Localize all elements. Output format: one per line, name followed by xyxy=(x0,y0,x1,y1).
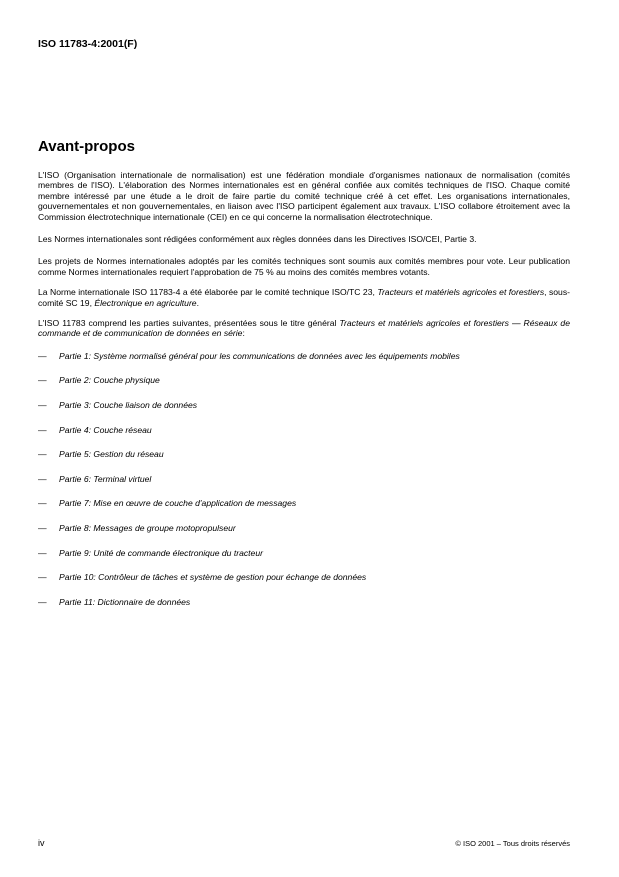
paragraph-voting: Les projets de Normes internationales adoptés par les comités techniques sont soumis aux comités membres pour vote. Leur publication comme Normes internationales requiert l'approbation de 75 % au moins des comités membres votants. xyxy=(38,256,570,277)
list-item xyxy=(38,498,570,523)
subcommittee-text: , sous-comité SC 19, xyxy=(38,287,570,308)
list-item xyxy=(38,597,570,622)
dash-marker: — xyxy=(38,449,47,460)
part-label: Partie 9: Unité de commande électronique du tracteur xyxy=(59,547,263,558)
list-item xyxy=(38,523,570,548)
dash-marker: — xyxy=(38,547,47,558)
document-id-header: ISO 11783-4:2001(F) xyxy=(38,38,138,50)
dash-marker: — xyxy=(38,400,47,411)
list-item xyxy=(38,474,570,499)
part-label: Partie 11: Dictionnaire de données xyxy=(59,596,191,607)
list-item xyxy=(38,375,570,400)
dash-marker: — xyxy=(38,473,47,484)
copyright-notice: © ISO 2001 – Tous droits réservés xyxy=(455,839,570,848)
paragraph-parts-intro xyxy=(38,318,570,339)
dash-marker: — xyxy=(38,596,47,607)
committee-text: La Norme internationale ISO 11783-4 a été élaborée par le comité technique ISO/TC 23, xyxy=(38,287,378,298)
part-label: Partie 6: Terminal virtuel xyxy=(59,473,152,484)
list-item xyxy=(38,572,570,597)
dash-marker: — xyxy=(38,523,47,534)
part-label: Partie 2: Couche physique xyxy=(59,375,160,386)
part-label: Partie 5: Gestion du réseau xyxy=(59,449,164,460)
list-item xyxy=(38,449,570,474)
period: . xyxy=(196,297,199,308)
part-label: Partie 4: Couche réseau xyxy=(59,424,152,435)
part-label: Partie 1: Système normalisé général pour les communications de données avec les équipements mobiles xyxy=(59,350,460,361)
page-title: Avant-propos xyxy=(38,138,135,155)
foreword-body xyxy=(38,170,570,621)
paragraph-committee xyxy=(38,287,570,308)
subcommittee-title: Électronique en agriculture xyxy=(94,297,197,308)
dash-marker: — xyxy=(38,572,47,583)
dash-marker: — xyxy=(38,375,47,386)
parts-list xyxy=(38,351,570,622)
general-title: Tracteurs et matériels agricoles et forestiers — Réseaux de commande et de communication de données en série xyxy=(38,318,570,339)
paragraph-directives: Les Normes internationales sont rédigées conformément aux règles données dans les Directives ISO/CEI, Partie 3. xyxy=(38,234,477,245)
parts-intro-text: L'ISO 11783 comprend les parties suivantes, présentées sous le titre général xyxy=(38,318,340,329)
list-item xyxy=(38,425,570,450)
part-label: Partie 3: Couche liaison de données xyxy=(59,400,198,411)
page-number: iv xyxy=(38,838,45,848)
list-item xyxy=(38,548,570,573)
list-item xyxy=(38,400,570,425)
dash-marker: — xyxy=(38,424,47,435)
committee-title: Tracteurs et matériels agricoles et forestiers xyxy=(377,287,545,298)
part-label: Partie 7: Mise en œuvre de couche d'application de messages xyxy=(59,498,297,509)
dash-marker: — xyxy=(38,350,47,361)
paragraph-iso-organisation: L'ISO (Organisation internationale de normalisation) est une fédération mondiale d'organismes nationaux de normalisation (comités membres de l'ISO). L'élaboration des Normes internationales est en général confiée aux comités techniques de l'ISO. Chaque comité membre intéressé par une étude a le droit de faire partie du comité technique créé à cet effet. Les organisations internationales, gouvernementales et non gouvernementales, en liaison avec l'ISO participent également aux travaux. L'ISO collabore étroitement avec la Commission électrotechnique internationale (CEI) en ce qui concerne la normalisation électrotechnique. xyxy=(38,170,570,222)
colon: : xyxy=(242,328,245,339)
list-item xyxy=(38,351,570,376)
part-label: Partie 10: Contrôleur de tâches et système de gestion pour échange de données xyxy=(59,572,367,583)
dash-marker: — xyxy=(38,498,47,509)
part-label: Partie 8: Messages de groupe motopropulseur xyxy=(59,523,236,534)
